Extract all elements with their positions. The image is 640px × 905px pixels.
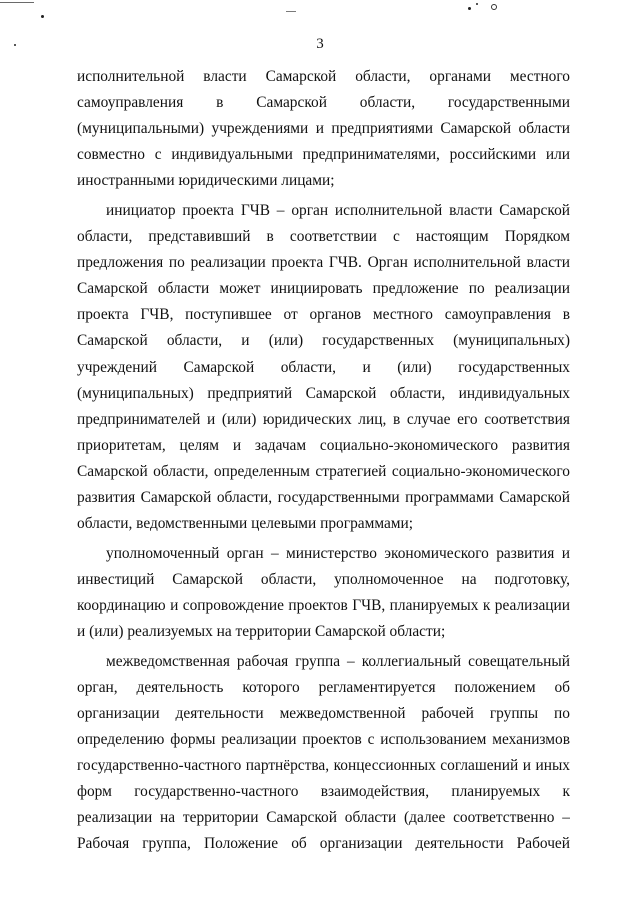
text-line: области, ведомственными целевыми программами; bbox=[77, 515, 414, 533]
text-line: исполнительной власти Самарской области, органами местного bbox=[77, 68, 570, 85]
page-number: 3 bbox=[316, 36, 324, 52]
text-line: развития Самарской области, государственными программами Самарской bbox=[77, 489, 570, 506]
text-line: учреждений Самарской области, и (или) государственных bbox=[77, 358, 570, 376]
text-line: реализации на территории Самарской области (далее соответственно – bbox=[77, 809, 570, 827]
text-line: координацию и сопровождение проектов ГЧВ, планируемых к реализации bbox=[77, 596, 570, 614]
text-line: иностранными юридическими лицами; bbox=[77, 172, 335, 190]
scan-artifact-mark bbox=[491, 4, 497, 10]
text-line: форм государственно-частного взаимодействия, планируемых к bbox=[77, 783, 570, 801]
text-line: Самарской области, определенным стратегией социально-экономического bbox=[77, 462, 570, 480]
document-body bbox=[77, 64, 570, 857]
text-line: проекта ГЧВ, поступившее от органов местного самоуправления в bbox=[77, 306, 570, 324]
text-line: Рабочая группа, Положение об организации деятельности Рабочей bbox=[77, 835, 570, 853]
text-line: определению формы реализации проектов с использованием механизмов bbox=[77, 730, 570, 748]
scan-artifact-dash bbox=[286, 11, 296, 12]
text-line: инициатор проекта ГЧВ – орган исполнительной власти Самарской bbox=[106, 201, 570, 219]
text-line: области, представивший в соответствии с настоящим Порядком bbox=[77, 228, 570, 246]
scan-artifact-dot bbox=[41, 15, 44, 18]
text-line: самоуправления в Самарской области, государственными bbox=[77, 94, 570, 112]
text-line: (муниципальными) учреждениями и предприятиями Самарской области bbox=[77, 120, 570, 138]
text-line: предложения по реализации проекта ГЧВ. Орган исполнительной власти bbox=[77, 254, 570, 272]
text-line: предпринимателей и (или) юридических лиц, в случае его соответствия bbox=[77, 410, 570, 428]
text-line: межведомственная рабочая группа – коллегиальный совещательный bbox=[106, 652, 570, 670]
text-line: Самарской области может инициировать предложение по реализации bbox=[77, 280, 570, 298]
text-line: совместно с индивидуальными предпринимателями, российскими или bbox=[77, 146, 570, 164]
text-line: (муниципальных) предприятий Самарской области, индивидуальных bbox=[77, 384, 570, 402]
text-line: Самарской области, и (или) государственных (муниципальных) bbox=[77, 332, 570, 350]
text-line: и (или) реализуемых на территории Самарской области; bbox=[77, 622, 446, 640]
text-line: приоритетам, целям и задачам социально-экономического развития bbox=[77, 436, 570, 454]
text-line: организации деятельности межведомственной рабочей группы по bbox=[77, 704, 570, 722]
scan-artifact-dot bbox=[476, 3, 478, 5]
text-line: инвестиций Самарской области, уполномоченное на подготовку, bbox=[77, 570, 570, 588]
scan-artifact-dot bbox=[468, 7, 471, 10]
scan-artifact-line bbox=[0, 2, 34, 3]
text-line: орган, деятельность которого регламентируется положением об bbox=[77, 678, 570, 696]
text-line: государственно-частного партнёрства, концессионных соглашений и иных bbox=[77, 756, 570, 774]
text-line: уполномоченный орган – министерство экономического развития и bbox=[106, 544, 570, 562]
